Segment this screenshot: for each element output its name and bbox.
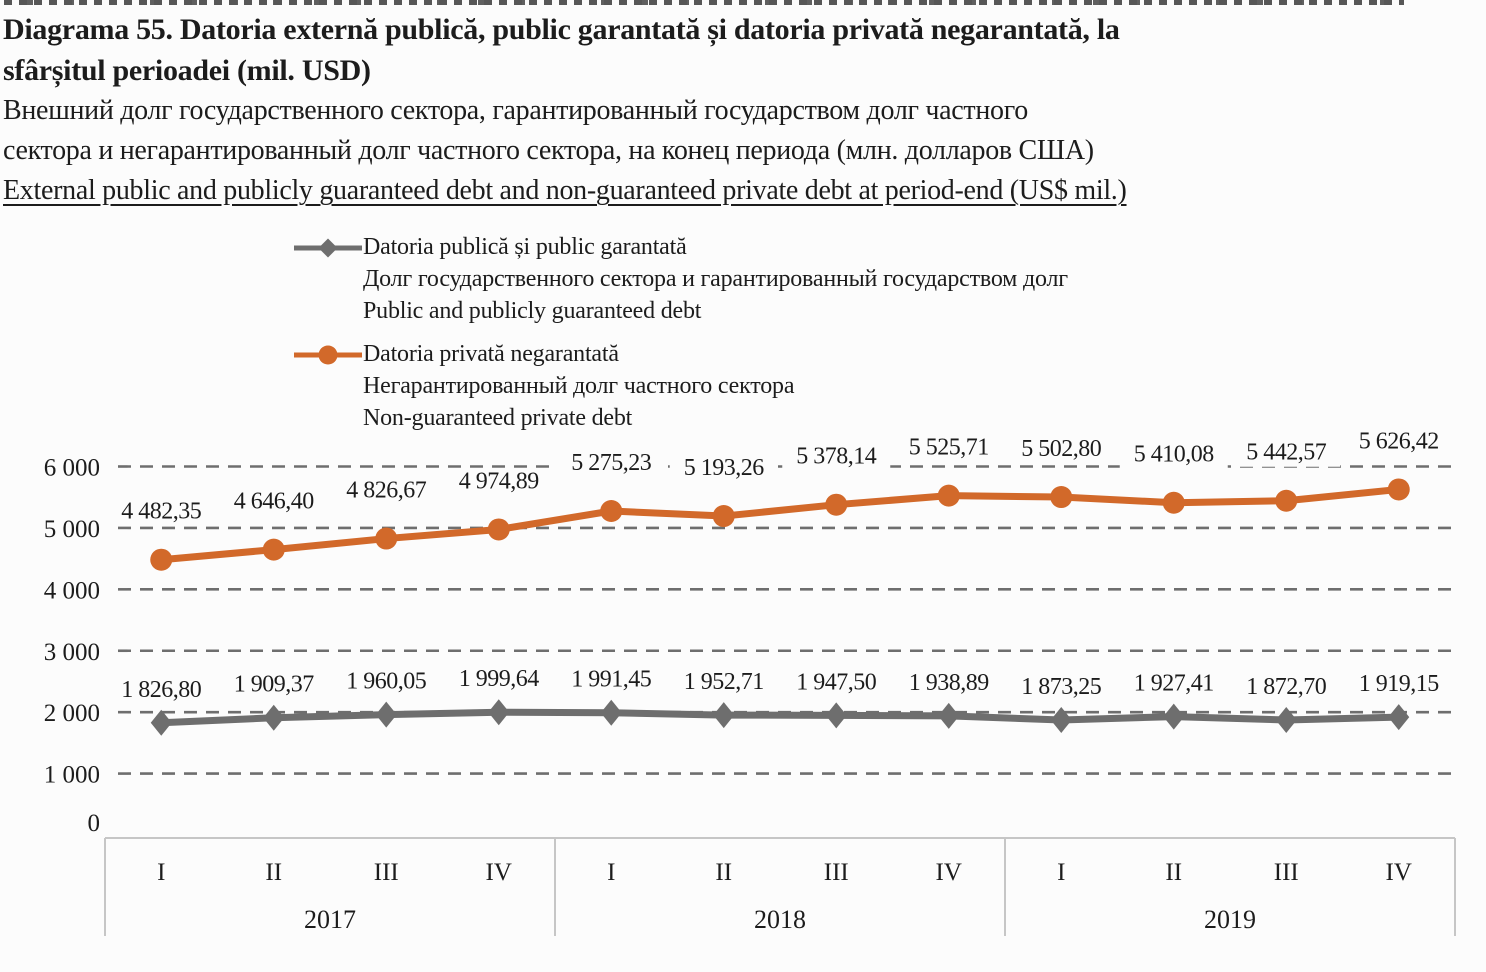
- x-axis-quarter-label: III: [1273, 859, 1299, 886]
- data-point-marker-circle: [1275, 490, 1297, 512]
- data-point-marker-diamond: [601, 700, 622, 726]
- data-point-marker-circle: [600, 500, 622, 522]
- x-axis-quarter-label: II: [1165, 859, 1183, 886]
- y-axis-tick-label: 0: [87, 810, 100, 837]
- data-point-marker-diamond: [151, 710, 172, 736]
- legend-label-ro: Datoria publică și public garantată: [363, 234, 687, 260]
- data-label: 5 410,08: [1133, 441, 1214, 468]
- data-label: 1 909,37: [233, 671, 314, 698]
- data-label: 5 378,14: [796, 443, 877, 470]
- data-label: 4 826,67: [346, 477, 427, 504]
- data-point-marker-circle: [150, 549, 172, 571]
- data-label: 5 626,42: [1358, 428, 1439, 455]
- data-point-marker-diamond: [488, 699, 509, 725]
- data-label: 5 502,80: [1021, 436, 1102, 463]
- data-label: 1 919,15: [1358, 671, 1439, 698]
- chart-subtitle-ru-line2: сектора и негарантированный долг частного сектора, на конец периода (млн. долларов США): [3, 135, 1094, 166]
- chart-title-line1: Diagrama 55. Datoria externă publică, public garantată și datoria privată negarantată, la: [3, 13, 1120, 46]
- legend-label-ru: Долг государственного сектора и гарантированный государством долг: [363, 266, 1068, 292]
- x-axis-quarter-label: II: [715, 859, 733, 886]
- data-point-marker-circle: [713, 505, 735, 527]
- data-point-marker-circle: [488, 518, 510, 540]
- data-point-marker-circle: [1163, 492, 1185, 514]
- x-axis-quarter-label: III: [373, 859, 399, 886]
- data-point-marker-circle: [375, 528, 397, 550]
- data-label: 1 927,41: [1133, 670, 1214, 697]
- chart-subtitle-ru-line1: Внешний долг государственного сектора, гарантированный государством долг частного: [3, 95, 1028, 126]
- legend-label-en: Public and publicly guaranteed debt: [363, 298, 702, 324]
- data-label: 5 442,57: [1246, 439, 1327, 466]
- data-label: 1 991,45: [571, 666, 652, 693]
- x-axis-year-label: 2019: [1204, 905, 1256, 934]
- x-axis-quarter-label: IV: [1385, 859, 1412, 886]
- data-label: 5 525,71: [908, 434, 989, 461]
- series-line-public-debt: [161, 712, 1399, 723]
- data-point-marker-diamond: [1388, 704, 1409, 730]
- legend-item-public-debt: [293, 231, 1068, 327]
- y-axis-tick-label: 4 000: [43, 577, 100, 605]
- data-point-marker-circle: [263, 539, 285, 561]
- data-point-marker-diamond: [938, 703, 959, 729]
- legend-label-private-debt: [363, 338, 794, 434]
- line-circle-marker-icon: [293, 345, 363, 365]
- y-axis-tick-label: 5 000: [43, 515, 100, 543]
- cropped-text-remnant: [4, 0, 1404, 5]
- legend-label-en: Non-guaranteed private debt: [363, 405, 633, 431]
- x-axis-quarter-label: I: [157, 859, 166, 886]
- x-axis-quarter-label: IV: [485, 859, 512, 886]
- chart-title-line2: sfârșitul perioadei (mil. USD): [3, 54, 371, 87]
- data-point-marker-diamond: [376, 702, 397, 728]
- data-label: 1 947,50: [796, 669, 877, 696]
- y-axis-tick-label: 2 000: [43, 700, 100, 728]
- data-point-marker-circle: [938, 485, 960, 507]
- y-axis-tick-label: 6 000: [43, 454, 100, 482]
- chart-header: [3, 9, 1483, 211]
- data-label: 5 193,26: [683, 455, 764, 482]
- legend-label-public-debt: [363, 231, 1068, 327]
- data-label: 5 275,23: [571, 450, 652, 477]
- data-label: 4 646,40: [233, 488, 314, 515]
- y-axis-tick-label: 1 000: [43, 761, 100, 789]
- data-point-marker-circle: [1388, 478, 1410, 500]
- chart-subtitle-en: External public and publicly guaranteed debt and non-guaranteed private debt at period-end (US$ mil.): [3, 175, 1127, 206]
- x-axis-quarter-label: IV: [935, 859, 962, 886]
- data-label: 1 826,80: [121, 676, 202, 703]
- data-label: 1 999,64: [458, 666, 539, 693]
- y-axis-tick-label: 3 000: [43, 638, 100, 666]
- x-axis-year-label: 2018: [754, 905, 806, 934]
- line-diamond-marker-icon: [293, 238, 363, 258]
- x-axis-quarter-label: III: [823, 859, 849, 886]
- data-point-marker-diamond: [826, 702, 847, 728]
- x-axis-year-label: 2017: [304, 905, 356, 934]
- data-point-marker-diamond: [1163, 704, 1184, 730]
- data-label: 4 482,35: [121, 498, 202, 525]
- data-point-marker-diamond: [1051, 707, 1072, 733]
- data-point-marker-diamond: [263, 705, 284, 731]
- x-axis-quarter-label: II: [265, 859, 283, 886]
- legend-label-ro: Datoria privată negarantată: [363, 341, 619, 367]
- data-label: 1 952,71: [683, 669, 764, 696]
- legend-item-private-debt: [293, 338, 1068, 434]
- line-chart: [0, 428, 1486, 972]
- data-label: 1 960,05: [346, 668, 427, 695]
- data-label: 1 938,89: [908, 669, 989, 696]
- x-axis-quarter-label: I: [1057, 859, 1066, 886]
- data-point-marker-circle: [1050, 486, 1072, 508]
- data-label: 1 873,25: [1021, 673, 1102, 700]
- chart-legend: [293, 231, 1068, 445]
- data-label: 1 872,70: [1246, 673, 1327, 700]
- data-label: 4 974,89: [458, 468, 539, 495]
- legend-label-ru: Негарантированный долг частного сектора: [363, 373, 795, 399]
- data-point-marker-diamond: [713, 702, 734, 728]
- x-axis-quarter-label: I: [607, 859, 616, 886]
- data-point-marker-circle: [825, 494, 847, 516]
